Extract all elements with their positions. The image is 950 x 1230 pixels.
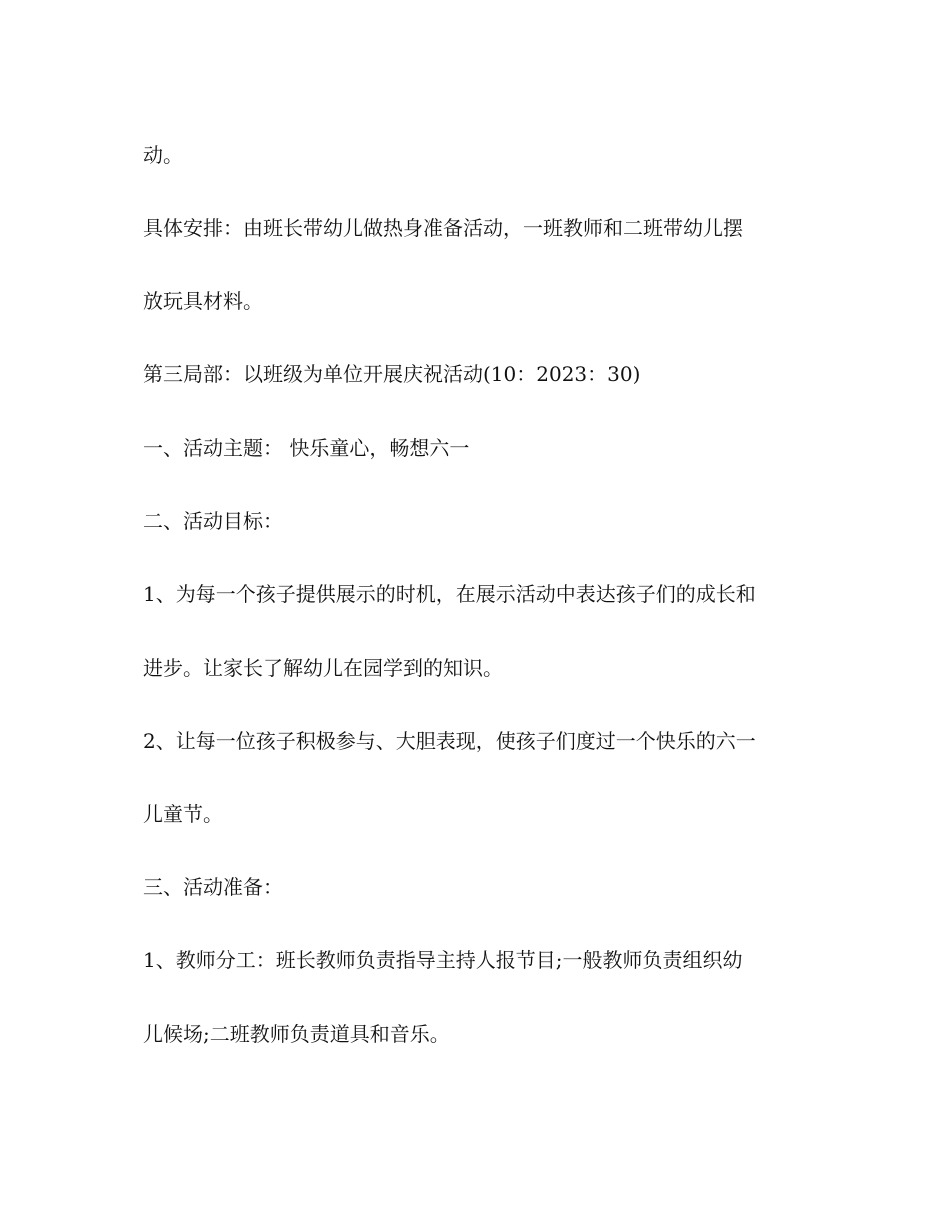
text-line: 进步。让家长了解幼儿在园学到的知识。: [143, 656, 503, 680]
text-line: 动。: [143, 143, 183, 167]
text-line: 具体安排：由班长带幼儿做热身准备活动，一班教师和二班带幼儿摆: [143, 216, 743, 240]
section-heading: 二、活动目标：: [143, 509, 283, 533]
section-heading: 第三局部：以班级为单位开展庆祝活动(10：2023：30): [143, 362, 641, 386]
text-line: 2、让每一位孩子积极参与、大胆表现，使孩子们度过一个快乐的六一: [143, 729, 756, 753]
text-line: 儿候场;二班教师负责道具和音乐。: [143, 1022, 450, 1046]
text-line: 放玩具材料。: [143, 289, 263, 313]
text-line: 儿童节。: [143, 802, 223, 826]
text-line: 1、教师分工：班长教师负责指导主持人报节目;一般教师负责组织幼: [143, 948, 743, 972]
text-line: 一、活动主题： 快乐童心，畅想六一: [143, 436, 470, 460]
text-line: 1、为每一个孩子提供展示的时机，在展示活动中表达孩子们的成长和: [143, 582, 756, 606]
section-heading: 三、活动准备：: [143, 875, 283, 899]
